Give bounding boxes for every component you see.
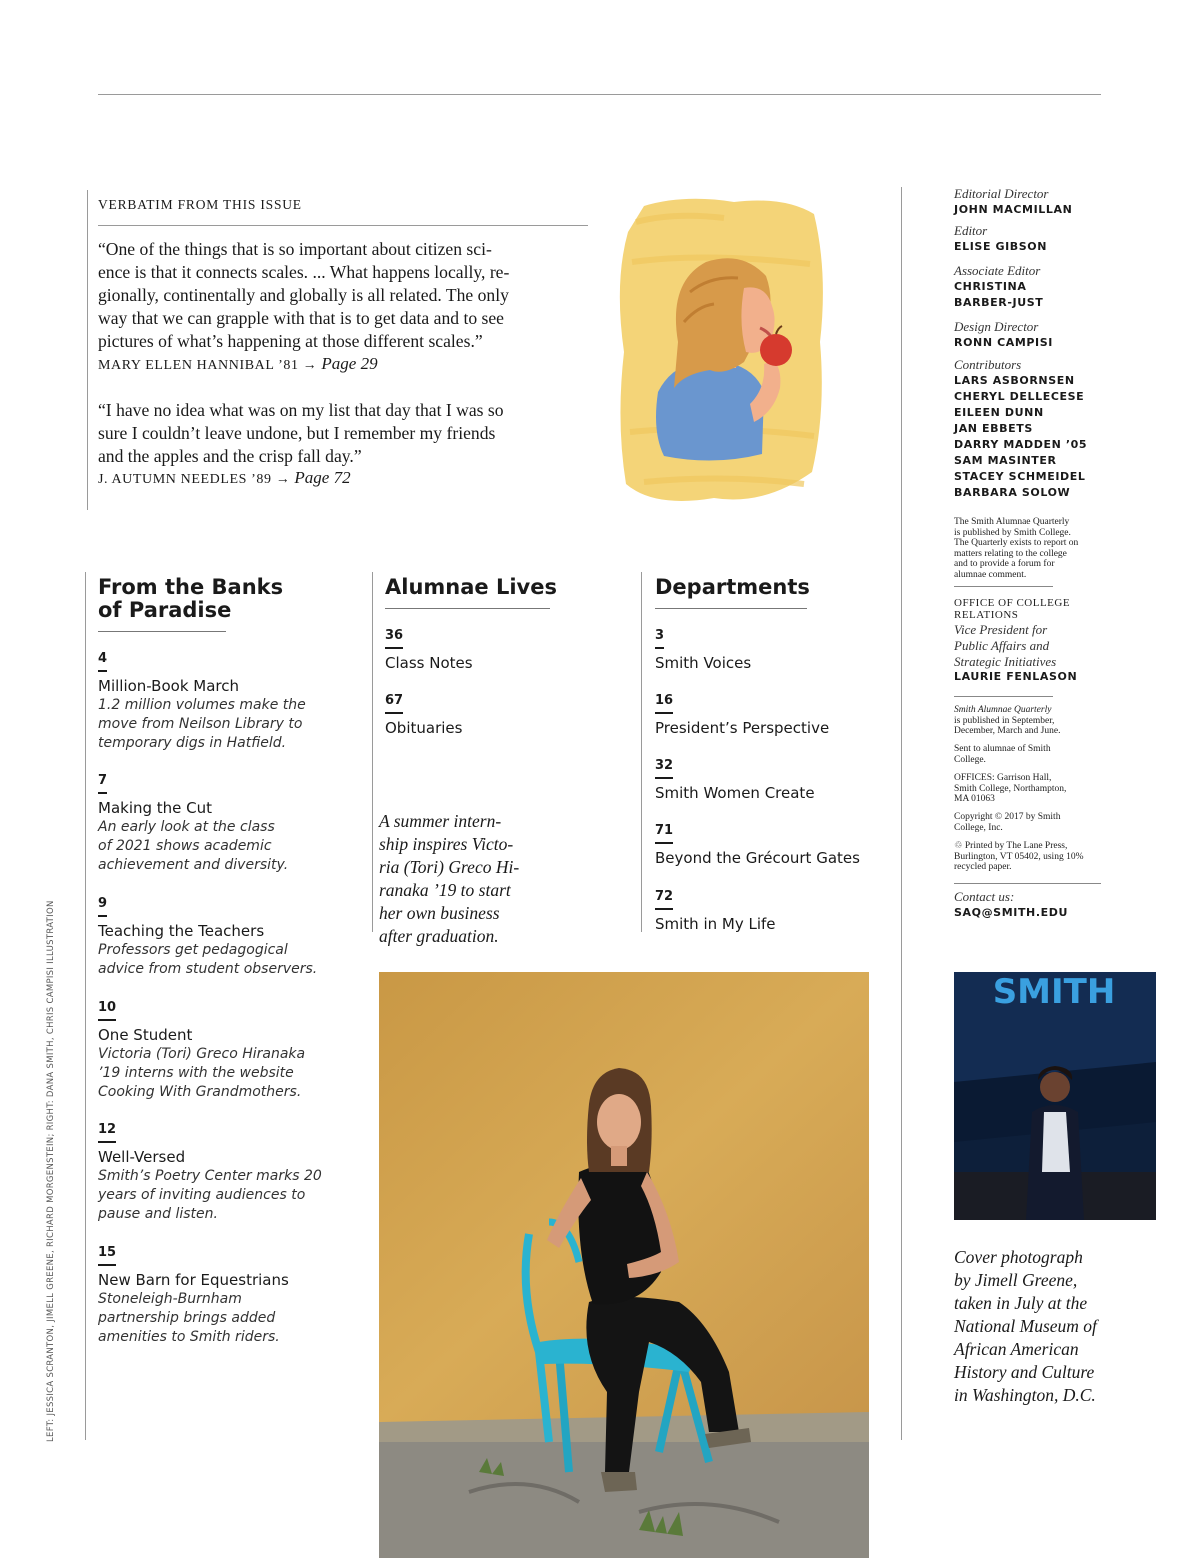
- masthead-name: DARRY MADDEN ’05: [954, 438, 1088, 451]
- banks-rule-vertical: [85, 572, 86, 1440]
- page-number: 9: [98, 896, 107, 917]
- page-number: 7: [98, 773, 107, 794]
- verbatim-attribution-2: J. AUTUMN NEEDLES ’89 → Page 72: [98, 468, 351, 487]
- masthead-name: EILEEN DUNN: [954, 406, 1044, 419]
- masthead-role: Contributors: [954, 357, 1022, 372]
- entry-title: New Barn for Equestrians: [98, 1271, 289, 1289]
- page-reference: Page 72: [294, 468, 351, 487]
- masthead-rule-vertical: [901, 187, 902, 1440]
- student-portrait-photo: [379, 972, 869, 1558]
- entry-title: Class Notes: [385, 654, 473, 672]
- page-number: 16: [655, 693, 673, 714]
- toc-entry[interactable]: [385, 689, 462, 738]
- toc-entry[interactable]: [655, 885, 776, 934]
- masthead-name: CHRISTINA: [954, 280, 1027, 293]
- toc-entry[interactable]: [98, 769, 338, 875]
- page-number: 10: [98, 1000, 116, 1021]
- entry-description: Stoneleigh-Burnham partnership brings added amenities to Smith riders.: [98, 1291, 280, 1345]
- banks-title-rule: [98, 631, 226, 632]
- page-number: 4: [98, 651, 107, 672]
- masthead-rule: [954, 696, 1053, 697]
- entry-description: Professors get pedagogical advice from student observers.: [98, 942, 318, 977]
- top-rule: [98, 94, 1101, 95]
- toc-entry[interactable]: [98, 996, 338, 1102]
- toc-entry[interactable]: [98, 1241, 338, 1347]
- entry-title: Teaching the Teachers: [98, 922, 265, 940]
- toc-entry[interactable]: [655, 689, 829, 738]
- entry-description: 1.2 million volumes make the move from Neilson Library to temporary digs in Hatfield.: [98, 697, 306, 751]
- entry-title: Smith Women Create: [655, 784, 815, 802]
- masthead-name: SAM MASINTER: [954, 454, 1057, 467]
- masthead-name: ELISE GIBSON: [954, 240, 1048, 253]
- entry-title: Making the Cut: [98, 799, 213, 817]
- publication-schedule: Smith Alumnae Quarterly is published in September, December, March and June.: [954, 705, 1061, 736]
- masthead-name: LAURIE FENLASON: [954, 670, 1078, 683]
- page-reference: Page 29: [321, 354, 378, 373]
- masthead-name: JAN EBBETS: [954, 422, 1033, 435]
- entry-title: Smith Voices: [655, 654, 752, 672]
- masthead-role: Editor: [954, 223, 988, 238]
- masthead-name: RONN CAMPISI: [954, 336, 1053, 349]
- page-number: 15: [98, 1245, 116, 1266]
- toc-entry[interactable]: [98, 1118, 338, 1224]
- entry-title: One Student: [98, 1026, 193, 1044]
- entry-title: Well-Versed: [98, 1148, 186, 1166]
- entry-title: Beyond the Grécourt Gates: [655, 849, 860, 867]
- alumnae-title-rule: [385, 608, 550, 609]
- verbatim-rule: [98, 225, 588, 226]
- page-number: 3: [655, 628, 664, 649]
- masthead-name: CHERYL DELLECESE: [954, 390, 1085, 403]
- contact-label: Contact us:: [954, 889, 1015, 904]
- toc-entry[interactable]: [98, 647, 338, 753]
- alumnae-rule-vertical: [372, 572, 373, 932]
- masthead-name: LARS ASBORNSEN: [954, 374, 1075, 387]
- departments-title-rule: [655, 608, 807, 609]
- entry-description: Victoria (Tori) Greco Hiranaka ’19 interns with the website Cooking With Grandmothers.: [98, 1046, 306, 1100]
- departments-rule-vertical: [641, 572, 642, 932]
- toc-entry[interactable]: [98, 892, 338, 979]
- verbatim-rule-vertical: [87, 190, 88, 510]
- entry-title: Million-Book March: [98, 677, 239, 695]
- alumnae-section-title: Alumnae Lives: [385, 575, 557, 599]
- page-number: 67: [385, 693, 403, 714]
- masthead-rule: [954, 883, 1101, 884]
- masthead-role: Vice President for Public Affairs and Strategic Initiatives: [954, 622, 1057, 669]
- copyright: Copyright © 2017 by Smith College, Inc.: [954, 812, 1061, 833]
- entry-title: Smith in My Life: [655, 915, 776, 933]
- page-number: 71: [655, 823, 673, 844]
- contact-email[interactable]: SAQ@SMITH.EDU: [954, 906, 1069, 919]
- masthead-role: Editorial Director: [954, 186, 1049, 201]
- verbatim-attribution-1: MARY ELLEN HANNIBAL ’81 → Page 29: [98, 354, 378, 373]
- distribution-note: Sent to alumnae of Smith College.: [954, 744, 1051, 765]
- entry-description: An early look at the class of 2021 shows academic achievement and diversity.: [98, 819, 289, 873]
- entry-title: Obituaries: [385, 719, 463, 737]
- masthead-role: Associate Editor: [954, 263, 1041, 278]
- verbatim-heading: VERBATIM FROM THIS ISSUE: [98, 197, 302, 212]
- departments-section-title: Departments: [655, 575, 810, 599]
- verbatim-quote-1: “One of the things that is so important about citizen sci- ence is that it connects scales. ... What happens locally, re- gionally, continentally and globally is all related. The only way that we can grapple with that is to get data and to see pictures of what’s happening at those different scales.”: [98, 239, 510, 351]
- masthead-name: BARBER-JUST: [954, 296, 1044, 309]
- entry-title: President’s Perspective: [655, 719, 830, 737]
- toc-entry[interactable]: [655, 754, 815, 803]
- toc-entry[interactable]: [655, 624, 751, 673]
- toc-entry[interactable]: [655, 819, 860, 868]
- verbatim-quote-2: “I have no idea what was on my list that day that I was so sure I couldn’t leave undone, but I remember my friends and the apples and the crisp fall day.”: [98, 400, 504, 466]
- office-heading: OFFICE OF COLLEGE RELATIONS: [954, 597, 1071, 621]
- masthead-about: The Smith Alumnae Quarterly is published by Smith College. The Quarterly exists to report on matters relating to the college and to provide a forum for alumnae comment.: [954, 517, 1079, 580]
- masthead-name: STACEY SCHMEIDEL: [954, 470, 1086, 483]
- masthead-role: Design Director: [954, 319, 1039, 334]
- cover-thumbnail[interactable]: [954, 972, 1156, 1220]
- masthead-rule: [954, 586, 1053, 587]
- offices-address: OFFICES: Garrison Hall, Smith College, Northampton, MA 01063: [954, 773, 1067, 804]
- cover-caption: Cover photograph by Jimell Greene, taken in July at the National Museum of African American History and Culture in Washington, D.C.: [954, 1247, 1097, 1405]
- masthead-name: BARBARA SOLOW: [954, 486, 1071, 499]
- printer-note: ♲ Printed by The Lane Press, Burlington, VT 05402, using 10% recycled paper.: [954, 841, 1084, 872]
- pull-quote: A summer intern- ship inspires Victo- ria (Tori) Greco Hi- ranaka ’19 to start her own business after graduation.: [379, 811, 520, 946]
- toc-entry[interactable]: [385, 624, 473, 673]
- cover-logo: SMITH: [992, 972, 1116, 1012]
- entry-description: Smith’s Poetry Center marks 20 years of inviting audiences to pause and listen.: [98, 1168, 322, 1222]
- page-number: 32: [655, 758, 673, 779]
- girl-eating-apple-illustration: [614, 192, 830, 510]
- masthead-name: JOHN MACMILLAN: [954, 203, 1073, 216]
- page-number: 72: [655, 889, 673, 910]
- page-number: 36: [385, 628, 403, 649]
- banks-section-title: From the Banks of Paradise: [98, 575, 284, 622]
- photo-credit: LEFT: JESSICA SCRANTON, JIMELL GREENE, RICHARD MORGENSTEIN; RIGHT: DANA SMITH, CHRIS CAMPISI ILLUSTRATION: [46, 900, 56, 1442]
- page-number: 12: [98, 1122, 116, 1143]
